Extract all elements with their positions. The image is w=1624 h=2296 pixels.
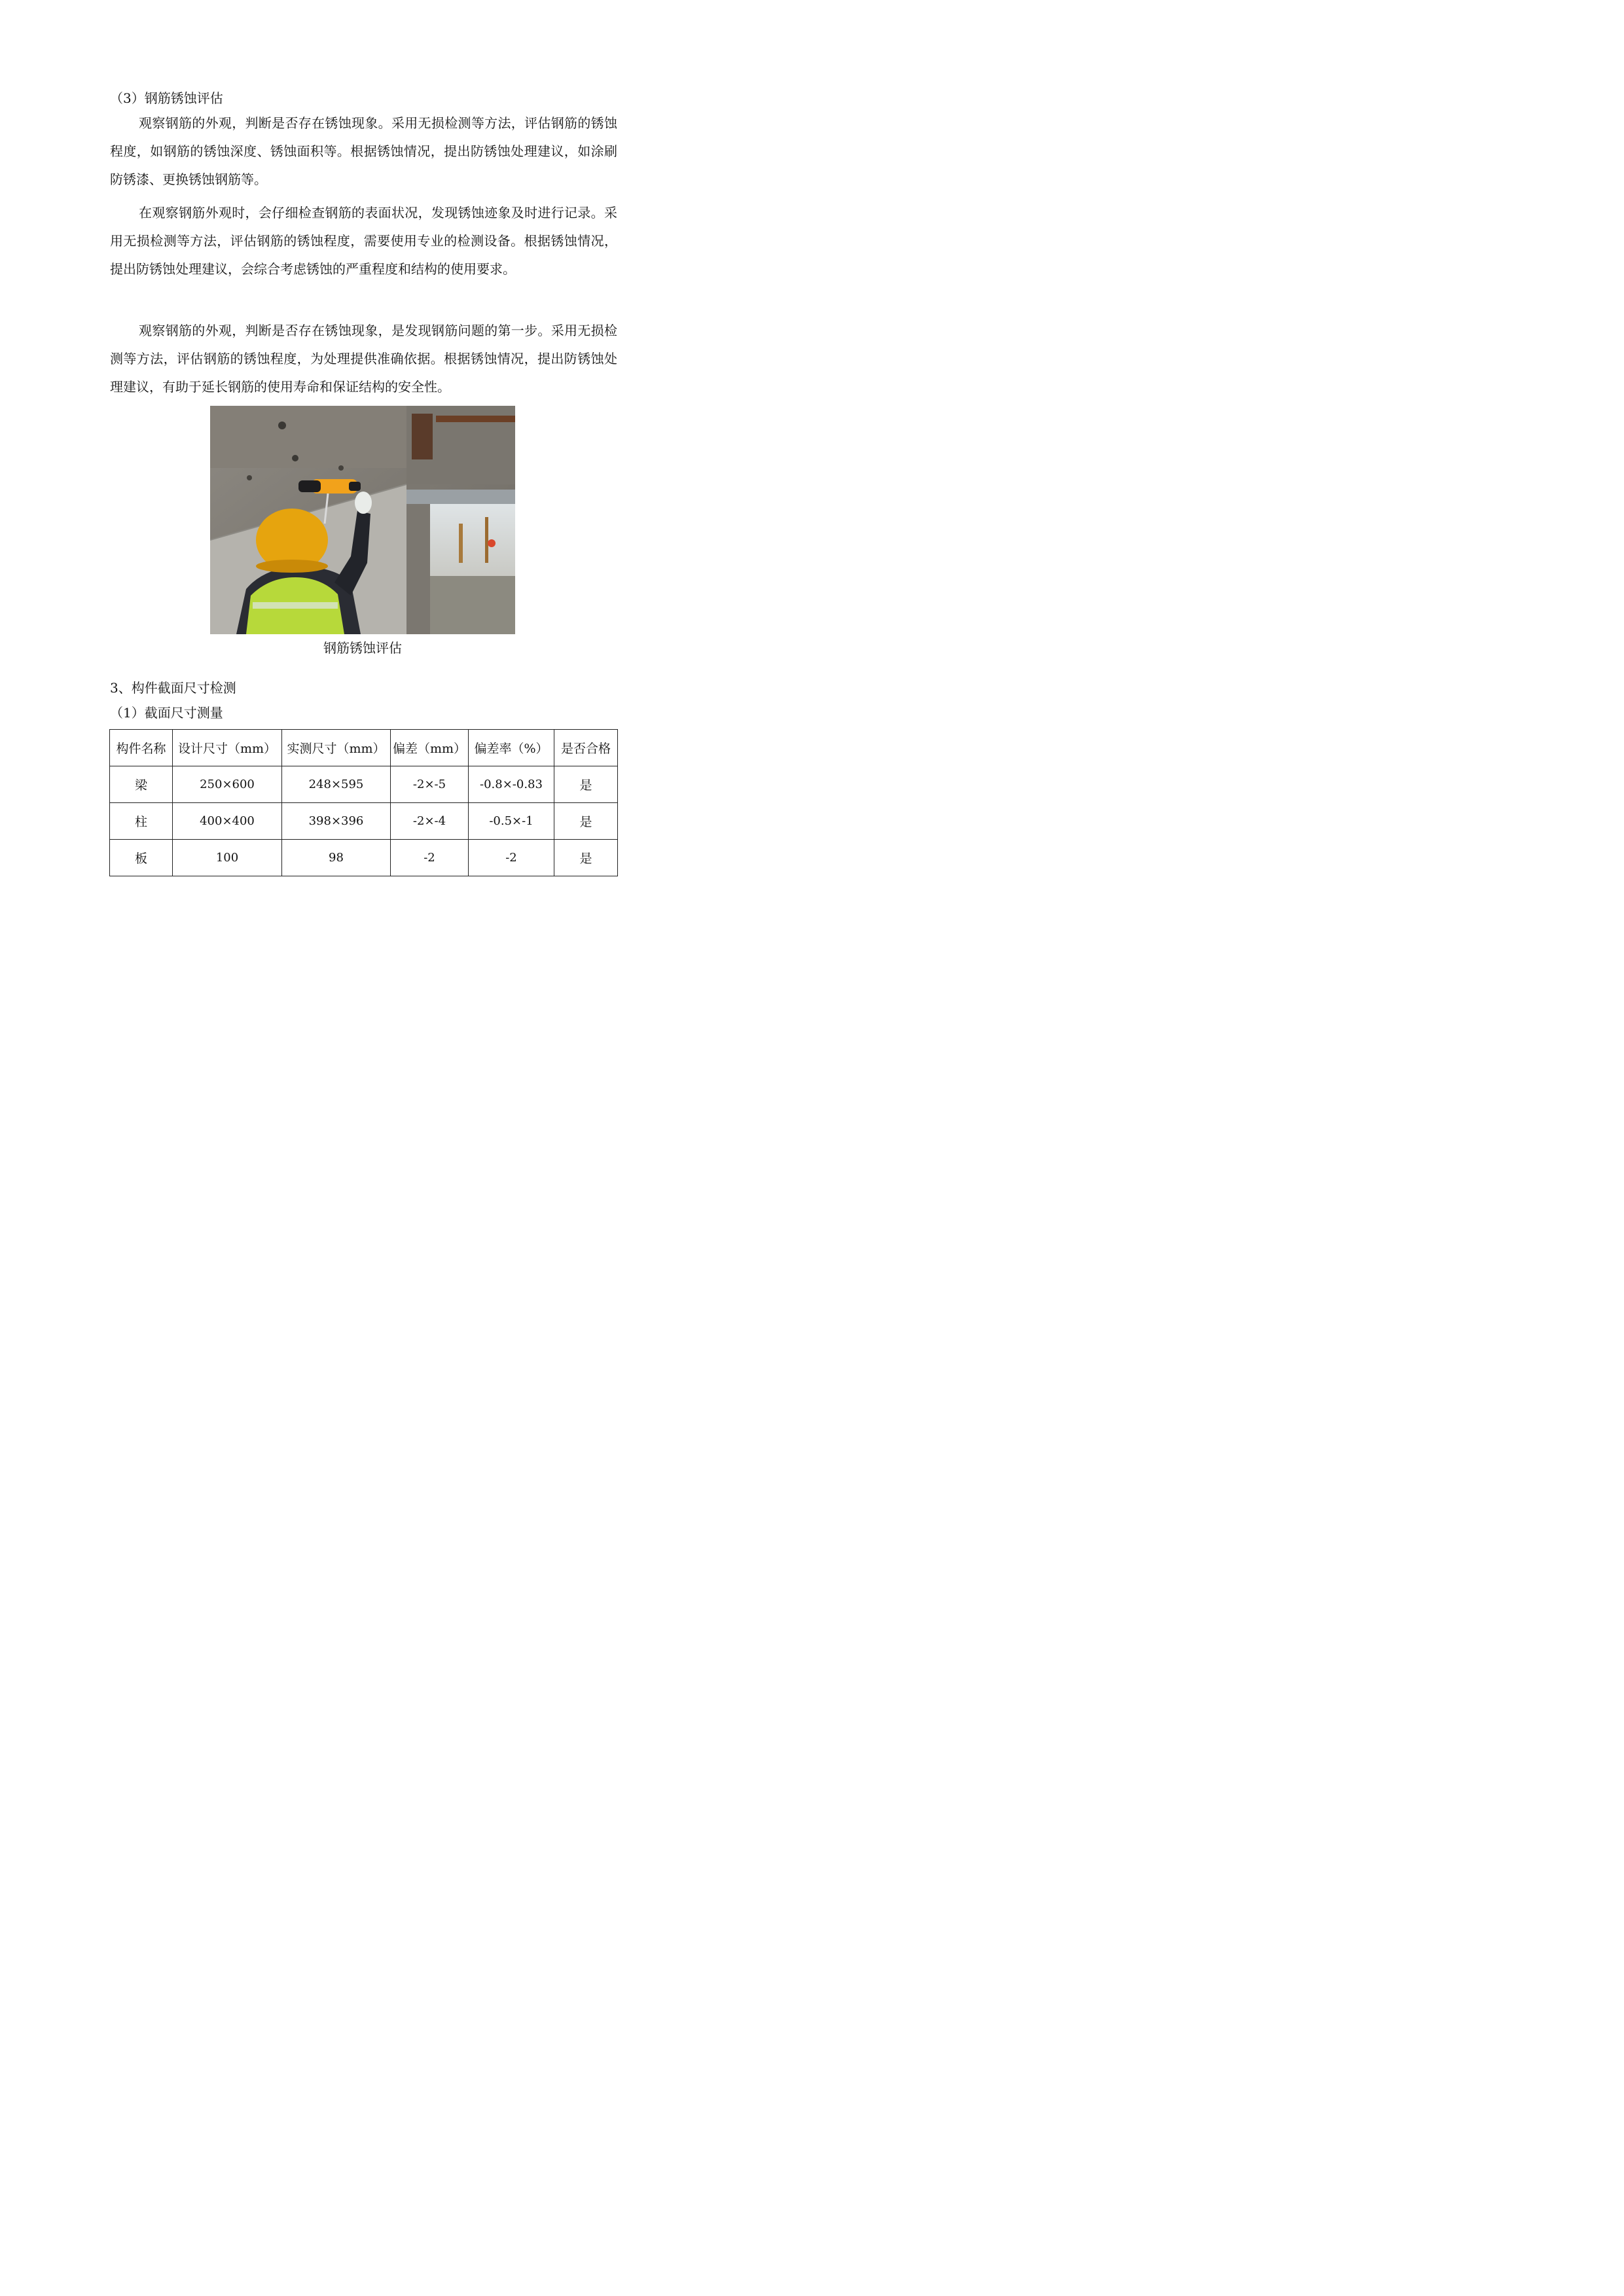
cell-measured-size: 98: [282, 840, 391, 876]
cell-deviation-rate: -0.5×-1: [469, 803, 554, 840]
cell-component: 板: [110, 840, 173, 876]
header-qualified: 是否合格: [554, 730, 618, 766]
table-header-row: [110, 730, 618, 766]
header-deviation: 偏差（mm）: [391, 730, 469, 766]
cell-deviation-rate: -2: [469, 840, 554, 876]
rebar-inspection-photo: [210, 406, 515, 634]
header-component-name: 构件名称: [110, 730, 173, 766]
cell-component: 柱: [110, 803, 173, 840]
cell-qualified: 是: [554, 766, 618, 803]
cell-deviation: -2×-5: [391, 766, 469, 803]
document-page: [0, 0, 720, 1018]
table-row: [110, 766, 618, 803]
paragraph-3: 观察钢筋的外观，判断是否存在锈蚀现象，是发现钢筋问题的第一步。采用无损检测等方法，评估钢筋的锈蚀程度，为处理提供准确依据。根据锈蚀情况，提出防锈蚀处理建议，有助于延长钢筋的使用寿命和保证结构的安全性。: [110, 323, 617, 395]
cell-design-size: 400×400: [173, 803, 282, 840]
cell-qualified: 是: [554, 840, 618, 876]
cell-qualified: 是: [554, 803, 618, 840]
table-row: [110, 840, 618, 876]
cell-deviation: -2×-4: [391, 803, 469, 840]
section-heading: （3）钢筋锈蚀评估: [110, 90, 223, 106]
header-design-size: 设计尺寸（mm）: [173, 730, 282, 766]
cell-measured-size: 248×595: [282, 766, 391, 803]
section-dimension-table: [109, 729, 618, 876]
cell-design-size: 250×600: [173, 766, 282, 803]
cell-component: 梁: [110, 766, 173, 803]
paragraph-1: 观察钢筋的外观，判断是否存在锈蚀现象。采用无损检测等方法，评估钢筋的锈蚀程度，如钢筋的锈蚀深度、锈蚀面积等。根据锈蚀情况，提出防锈蚀处理建议，如涂刷防锈漆、更换锈蚀钢筋等。: [110, 115, 617, 187]
cell-deviation: -2: [391, 840, 469, 876]
subsection-heading: （1）截面尺寸测量: [110, 705, 223, 721]
cell-deviation-rate: -0.8×-0.83: [469, 766, 554, 803]
figure-caption: 钢筋锈蚀评估: [323, 640, 402, 656]
header-measured-size: 实测尺寸（mm）: [282, 730, 391, 766]
paragraph-2: 在观察钢筋外观时，会仔细检查钢筋的表面状况，发现锈蚀迹象及时进行记录。采用无损检测等方法，评估钢筋的锈蚀程度，需要使用专业的检测设备。根据锈蚀情况，提出防锈蚀处理建议，会综合考虑锈蚀的严重程度和结构的使用要求。: [110, 205, 617, 277]
table-row: [110, 803, 618, 840]
cell-measured-size: 398×396: [282, 803, 391, 840]
header-deviation-rate: 偏差率（%）: [469, 730, 554, 766]
section-3-heading: 3、构件截面尺寸检测: [110, 680, 236, 696]
cell-design-size: 100: [173, 840, 282, 876]
